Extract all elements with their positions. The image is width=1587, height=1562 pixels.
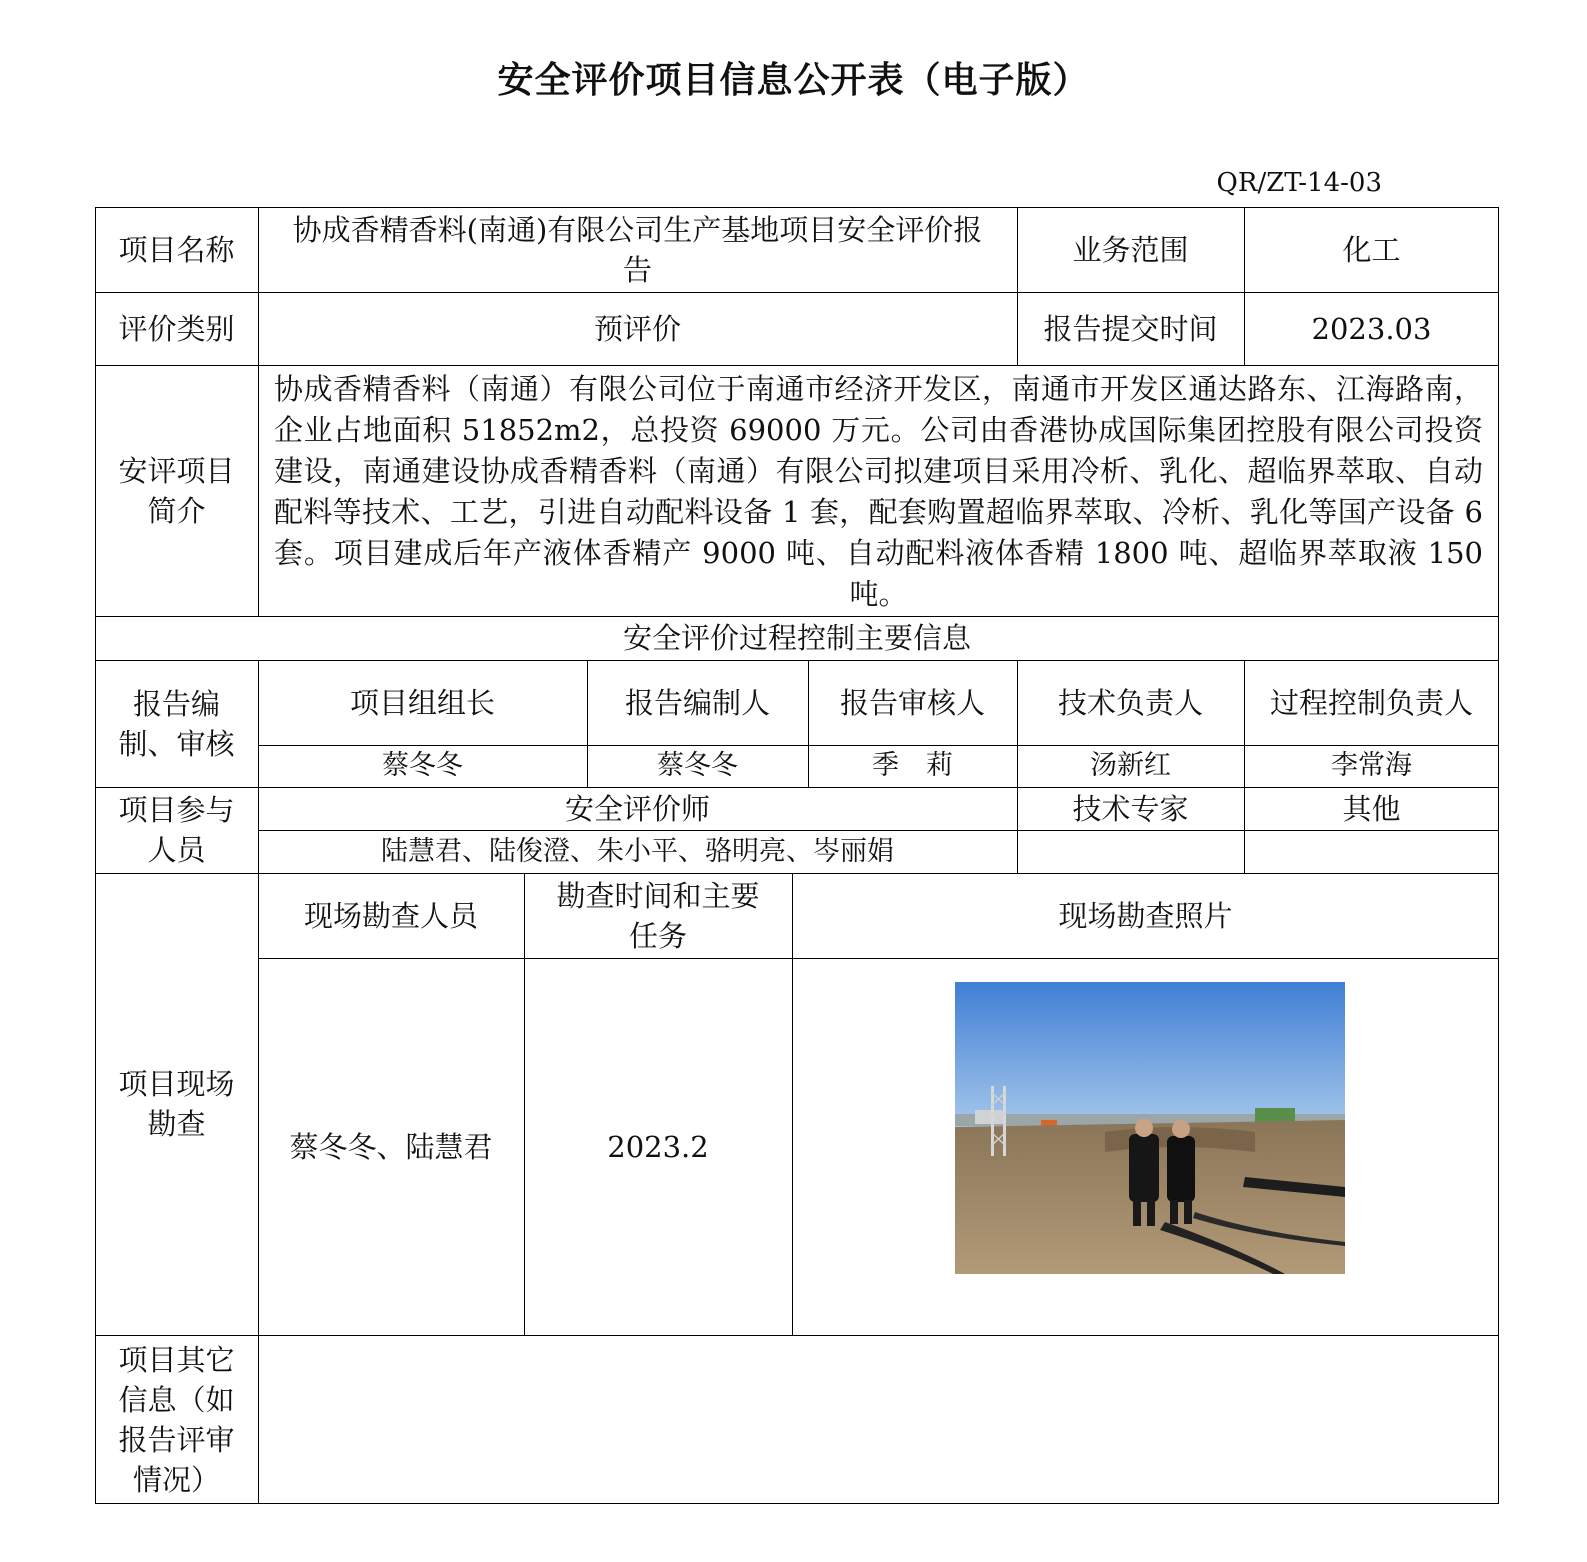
intro-label: 安评项目简介 [118, 453, 235, 528]
value-report-compiler: 蔡冬冬 [657, 750, 738, 781]
site-staff-value: 蔡冬冬、陆慧君 [289, 1129, 493, 1164]
project-name-value: 协成香精香料(南通)有限公司生产基地项目安全评价报告 [292, 212, 983, 287]
evaluation-type-label: 评价类别 [118, 311, 235, 346]
other-info-label: 项目其它信息（如报告评审情况） [118, 1342, 235, 1497]
evaluator-header: 安全评价师 [564, 791, 710, 826]
header-process-control-lead: 过程控制负责人 [1269, 685, 1473, 720]
other-header: 其他 [1342, 791, 1401, 826]
site-photo-header: 现场勘查照片 [1058, 898, 1233, 933]
expert-names [1017, 830, 1244, 873]
scope-label: 业务范围 [1072, 232, 1189, 267]
value-process-control-lead: 李常海 [1331, 750, 1412, 781]
page-title: 安全评价项目信息公开表（电子版） [497, 60, 1090, 101]
project-name-label: 项目名称 [118, 232, 235, 267]
value-technical-lead: 汤新红 [1090, 750, 1171, 781]
other-names [1244, 830, 1499, 873]
site-time-value: 2023.2 [607, 1129, 709, 1164]
value-report-reviewer: 季 莉 [872, 750, 953, 781]
other-info-value [258, 1335, 1499, 1504]
header-report-compiler: 报告编制人 [624, 685, 770, 720]
intro-value: 协成香精香料（南通）有限公司位于南通市经济开发区，南通市开发区通达路东、江海路南，企业占地面积 51852m2，总投资 69000 万元。公司由香港协成国际集团控股有限公司投资建设，南通建设协成香精香料（南通）有限公司拟建项目采用冷析、乳化、超临界萃取、自动配料等技术、工艺，引进自动配料设备 1 套，配套购置超临界萃取、冷析、乳化等国产设备 6 套。项目建成后年产液体香精产 9000 吨、自动配料液体香精 1800 吨、超临界萃取液 150 吨。 [274, 371, 1483, 611]
submit-time-label: 报告提交时间 [1043, 311, 1218, 346]
site-time-header: 勘查时间和主要任务 [556, 878, 760, 953]
site-survey-label: 项目现场勘查 [118, 1067, 235, 1141]
header-report-reviewer: 报告审核人 [839, 685, 985, 720]
value-team-leader: 蔡冬冬 [382, 750, 463, 781]
participants-label: 项目参与人员 [118, 793, 235, 867]
evaluation-type-value: 预评价 [593, 311, 681, 346]
expert-header: 技术专家 [1072, 791, 1189, 826]
submit-time-value: 2023.03 [1311, 311, 1432, 346]
evaluator-names: 陆慧君、陆俊澄、朱小平、骆明亮、岑丽娟 [381, 835, 894, 867]
form-code: QR/ZT-14-03 [1216, 168, 1382, 198]
compile-review-label: 报告编制、审核 [118, 686, 235, 761]
site-staff-header: 现场勘查人员 [303, 898, 478, 933]
process-section-title: 安全评价过程控制主要信息 [622, 621, 971, 655]
scope-value: 化工 [1342, 232, 1401, 267]
header-technical-lead: 技术负责人 [1057, 685, 1203, 720]
header-team-leader: 项目组组长 [349, 685, 495, 720]
site-survey-photo [955, 982, 1345, 1274]
